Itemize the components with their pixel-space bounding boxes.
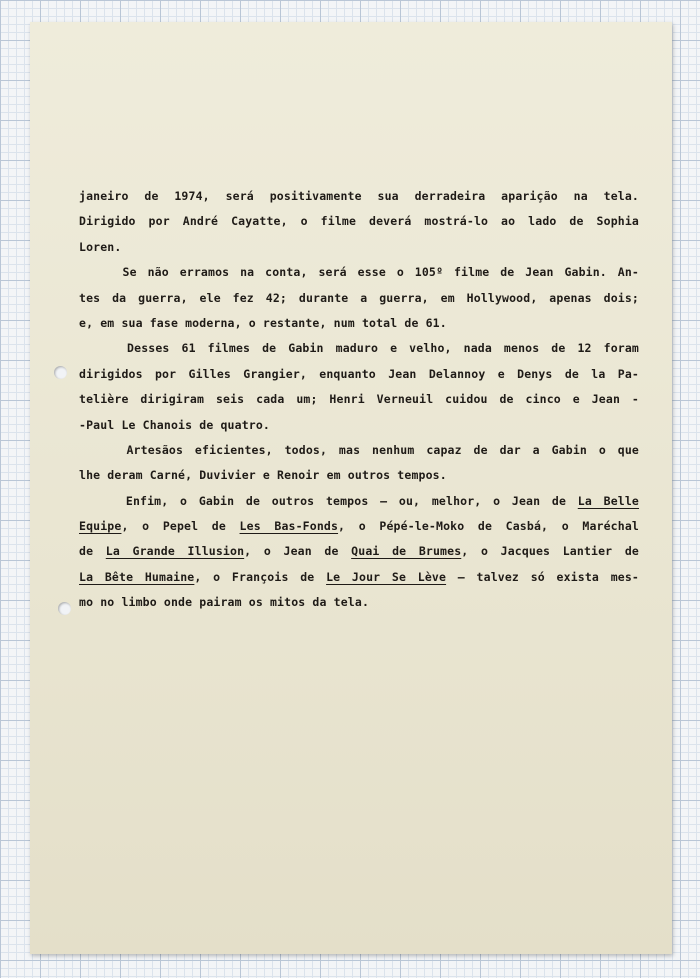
typewritten-page	[30, 22, 672, 954]
film-title: La Grande Illusion	[105, 544, 245, 559]
punch-hole-bottom	[58, 602, 71, 615]
text-line: Se não erramos na conta, será esse o 105º filme de Jean Gabin. An-	[79, 265, 639, 280]
film-title: Le Jour Se Lève	[326, 569, 447, 584]
text-line: telière dirigiram seis cada um; Henri Verneuil cuidou de cinco e Jean -	[79, 392, 639, 407]
film-title: Equipe	[79, 519, 122, 534]
text-line: Enfim, o Gabin de outros tempos — ou, melhor, o Jean de La Belle	[79, 493, 640, 508]
text-line: Dirigido por André Cayatte, o filme deverá mostrá-lo ao lado de Sophia	[79, 214, 639, 229]
film-title: La Belle	[577, 493, 640, 508]
text-line: lhe deram Carné, Duvivier e Renoir em outros tempos.	[79, 468, 447, 483]
text-line: janeiro de 1974, será positivamente sua derradeira aparição na tela.	[79, 189, 639, 203]
text-line: Loren.	[79, 239, 122, 254]
film-title: Les Bas-Fonds	[239, 519, 339, 534]
film-title: Quai de Brumes	[351, 544, 462, 559]
text-line: La Bête Humaine, o François de Le Jour Se Lève — talvez só exista mes-	[79, 569, 639, 584]
text-line: Desses 61 filmes de Gabin maduro e velho, nada menos de 12 foram	[79, 341, 639, 356]
text-line: mo no limbo onde pairam os mitos da tela.	[79, 595, 370, 610]
text-line: Artesãos eficientes, todos, mas nenhum capaz de dar a Gabin o que	[79, 442, 639, 457]
text-line: e, em sua fase moderna, o restante, num total de 61.	[79, 315, 447, 330]
text-line: -Paul Le Chanois de quatro.	[79, 417, 270, 432]
film-title: La Bête Humaine	[79, 569, 195, 584]
text-line: dirigidos por Gilles Grangier, enquanto Jean Delannoy e Denys de la Pa-	[79, 366, 639, 381]
text-line: de La Grande Illusion, o Jean de Quai de Brumes, o Jacques Lantier de	[79, 544, 640, 559]
text-line: Equipe, o Pepel de Les Bas-Fonds, o Pépé-le-Moko de Casbá, o Maréchal	[79, 519, 639, 534]
punch-hole-top	[54, 366, 67, 379]
text-line: tes da guerra, ele fez 42; durante a guerra, em Hollywood, apenas dois;	[79, 290, 639, 305]
body-text	[79, 184, 639, 616]
